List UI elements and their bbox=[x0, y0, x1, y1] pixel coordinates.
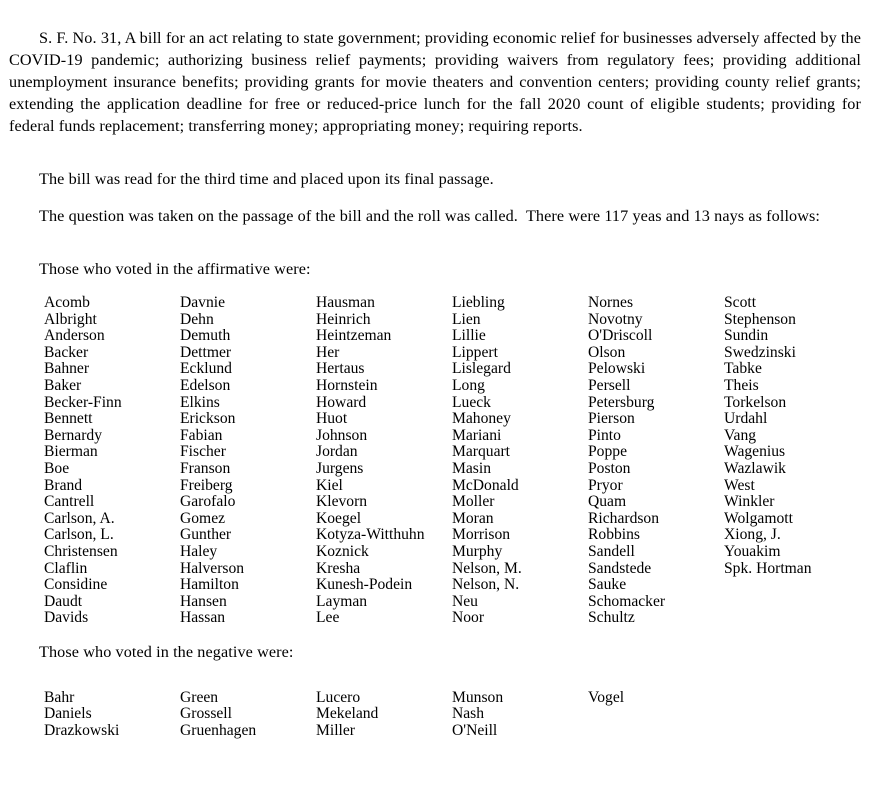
voter-name: Claflin bbox=[44, 559, 88, 577]
voter-name: Dehn bbox=[180, 310, 214, 328]
voter-name: Richardson bbox=[588, 509, 660, 527]
voter-name: Freiberg bbox=[180, 476, 233, 494]
voter-name: Bahner bbox=[44, 360, 90, 378]
bill-description-paragraph: S. F. No. 31, A bill for an act relating to state government; providing economic relief for businesses adversely affected by the COVID-19 pandemic; authorizing business relief payments; providing waivers from regulatory fees; providing additional unemployment insurance benefits; providing grants for movie theaters and convention centers; providing county relief grants; extending the application deadline for free or reduced-price lunch for the fall 2020 count of eligible students; providing for federal funds replacement; transferring money; appropriating money; requiring reports. bbox=[9, 29, 861, 135]
voter-name: Drazkowski bbox=[44, 722, 120, 740]
voter-name: Layman bbox=[316, 592, 368, 610]
voter-name: Baker bbox=[44, 376, 82, 394]
voter-name: Theis bbox=[724, 376, 759, 394]
voter-name: Hansen bbox=[180, 592, 227, 610]
voter-name: Mariani bbox=[452, 426, 502, 444]
voter-name: Boe bbox=[44, 459, 70, 477]
voter-name: Robbins bbox=[588, 526, 640, 544]
voter-name: Wagenius bbox=[724, 443, 786, 461]
voter-name: Schultz bbox=[588, 609, 635, 627]
affirmative-column-4 bbox=[452, 295, 588, 627]
voter-name: Sauke bbox=[588, 576, 627, 594]
voter-name: Poston bbox=[588, 459, 631, 477]
negative-heading: Those who voted in the negative were: bbox=[39, 642, 294, 661]
voter-name: Koegel bbox=[316, 509, 362, 527]
voter-name: Urdahl bbox=[724, 410, 768, 428]
negative-column-4 bbox=[452, 690, 588, 740]
voter-name: Pelowski bbox=[588, 360, 646, 378]
voter-name: Torkelson bbox=[724, 393, 787, 411]
voter-name: Munson bbox=[452, 688, 504, 706]
voter-name: Spk. Hortman bbox=[724, 559, 812, 577]
voter-name: Gruenhagen bbox=[180, 722, 257, 740]
voter-name: Huot bbox=[316, 410, 348, 428]
affirmative-column-3 bbox=[316, 295, 452, 627]
voter-name: Gomez bbox=[180, 509, 226, 527]
voter-name: Lippert bbox=[452, 343, 498, 361]
voter-name: Miller bbox=[316, 722, 355, 740]
voter-name: Cantrell bbox=[44, 493, 95, 511]
voter-name: Tabke bbox=[724, 360, 762, 378]
voter-name: Neu bbox=[452, 592, 478, 610]
voter-name: Olson bbox=[588, 343, 626, 361]
voter-name: Hausman bbox=[316, 294, 375, 311]
negative-vote-list bbox=[44, 690, 861, 740]
voter-name: Fabian bbox=[180, 426, 223, 444]
voter-name: Masin bbox=[452, 459, 491, 477]
voter-name: Carlson, L. bbox=[44, 526, 114, 544]
voter-name: Hertaus bbox=[316, 360, 365, 378]
voter-name: Bahr bbox=[44, 688, 75, 706]
voter-name: Koznick bbox=[316, 542, 369, 560]
voter-name: Haley bbox=[180, 542, 218, 560]
voter-name: Johnson bbox=[316, 426, 368, 444]
voter-name: Swedzinski bbox=[724, 343, 796, 361]
voter-name: Bierman bbox=[44, 443, 98, 461]
voter-name: Davnie bbox=[180, 294, 226, 311]
voter-name: Youakim bbox=[724, 542, 781, 560]
voter-name: Kotyza-Witthuhn bbox=[316, 526, 425, 544]
voter-name: Erickson bbox=[180, 410, 236, 428]
voter-name: Winkler bbox=[724, 493, 775, 511]
voter-name: Fischer bbox=[180, 443, 226, 461]
voter-name: Christensen bbox=[44, 542, 118, 560]
voter-name: Pinto bbox=[588, 426, 621, 444]
voter-name: Quam bbox=[588, 493, 627, 511]
voter-name: Hornstein bbox=[316, 376, 378, 394]
voter-name: Wolgamott bbox=[724, 509, 793, 527]
voter-name: O'Neill bbox=[452, 722, 498, 740]
voter-name: Gunther bbox=[180, 526, 232, 544]
voter-name: Brand bbox=[44, 476, 83, 494]
voter-name: Poppe bbox=[588, 443, 627, 461]
voter-name: Kiel bbox=[316, 476, 343, 494]
voter-name: West bbox=[724, 476, 755, 494]
voter-name: Nelson, M. bbox=[452, 559, 522, 577]
affirmative-column-1 bbox=[44, 295, 180, 627]
voter-name: Wazlawik bbox=[724, 459, 786, 477]
voter-name: Daudt bbox=[44, 592, 83, 610]
voter-name: Grossell bbox=[180, 705, 232, 723]
voter-name: Lien bbox=[452, 310, 481, 328]
voter-name: Stephenson bbox=[724, 310, 796, 328]
voter-name: Noor bbox=[452, 609, 485, 627]
affirmative-column-2 bbox=[180, 295, 316, 627]
voter-name: Dettmer bbox=[180, 343, 232, 361]
voter-name: Backer bbox=[44, 343, 89, 361]
voter-name: Albright bbox=[44, 310, 97, 328]
voter-name: Mekeland bbox=[316, 705, 379, 723]
voter-name: Petersburg bbox=[588, 393, 655, 411]
voter-name: Carlson, A. bbox=[44, 509, 115, 527]
voter-name: Bennett bbox=[44, 410, 93, 428]
affirmative-column-6 bbox=[724, 295, 860, 627]
voter-name: Murphy bbox=[452, 542, 503, 560]
voter-name: Kunesh-Podein bbox=[316, 576, 413, 594]
affirmative-column-5 bbox=[588, 295, 724, 627]
voter-name: Persell bbox=[588, 376, 631, 394]
voter-name: Demuth bbox=[180, 327, 231, 345]
voter-name: Green bbox=[180, 688, 219, 706]
voter-name: Jurgens bbox=[316, 459, 364, 477]
voter-name: Lee bbox=[316, 609, 340, 627]
voter-name: McDonald bbox=[452, 476, 519, 494]
voter-name: Long bbox=[452, 376, 485, 394]
voter-name: Anderson bbox=[44, 327, 105, 345]
voter-name: Heintzeman bbox=[316, 327, 392, 345]
voter-name: Bernardy bbox=[44, 426, 103, 444]
voter-name: Acomb bbox=[44, 294, 90, 311]
voter-name: Becker-Finn bbox=[44, 393, 122, 411]
voter-name: Daniels bbox=[44, 705, 92, 723]
voter-name: Vang bbox=[724, 426, 757, 444]
voter-name: Hamilton bbox=[180, 576, 239, 594]
voter-name: Lillie bbox=[452, 327, 486, 345]
negative-column-6 bbox=[724, 690, 860, 740]
voter-name: Sandstede bbox=[588, 559, 652, 577]
voter-name: Novotny bbox=[588, 310, 643, 328]
voter-name: Lucero bbox=[316, 688, 361, 706]
affirmative-vote-list bbox=[44, 295, 861, 627]
voter-name: Lislegard bbox=[452, 360, 511, 378]
third-reading-line: The bill was read for the third time and placed upon its final passage. bbox=[39, 170, 494, 188]
negative-column-5 bbox=[588, 690, 724, 740]
voter-name: Vogel bbox=[588, 688, 625, 706]
voter-name: Halverson bbox=[180, 559, 245, 577]
voter-name: Davids bbox=[44, 609, 89, 627]
voter-name: Moller bbox=[452, 493, 495, 511]
voter-name: O'Driscoll bbox=[588, 327, 653, 345]
affirmative-heading: Those who voted in the affirmative were: bbox=[39, 260, 311, 278]
negative-column-1 bbox=[44, 690, 180, 740]
voter-name: Schomacker bbox=[588, 592, 666, 610]
voter-name: Elkins bbox=[180, 393, 220, 411]
voter-name: Sundin bbox=[724, 327, 769, 345]
voter-name: Edelson bbox=[180, 376, 231, 394]
voter-name: Mahoney bbox=[452, 410, 511, 428]
voter-name: Nelson, N. bbox=[452, 576, 520, 594]
voter-name: Sandell bbox=[588, 542, 635, 560]
voter-name: Franson bbox=[180, 459, 231, 477]
voter-name: Nornes bbox=[588, 294, 634, 311]
voter-name: Klevorn bbox=[316, 493, 368, 511]
voter-name: Pryor bbox=[588, 476, 623, 494]
voter-name: Hassan bbox=[180, 609, 226, 627]
roll-call-line: The question was taken on the passage of the bill and the roll was called. There were 117 yeas and 13 nays as follows: bbox=[39, 207, 821, 225]
voter-name: Morrison bbox=[452, 526, 511, 544]
voter-name: Lueck bbox=[452, 393, 491, 411]
voter-name: Pierson bbox=[588, 410, 635, 428]
voter-name: Xiong, J. bbox=[724, 526, 781, 544]
voter-name: Marquart bbox=[452, 443, 511, 461]
voter-name: Her bbox=[316, 343, 340, 361]
voter-name: Heinrich bbox=[316, 310, 371, 328]
voter-name: Howard bbox=[316, 393, 367, 411]
voter-name: Jordan bbox=[316, 443, 358, 461]
voter-name: Scott bbox=[724, 294, 757, 311]
voter-name: Nash bbox=[452, 705, 485, 723]
voter-name: Moran bbox=[452, 509, 494, 527]
voter-name: Kresha bbox=[316, 559, 361, 577]
negative-column-2 bbox=[180, 690, 316, 740]
voter-name: Garofalo bbox=[180, 493, 236, 511]
voter-name: Ecklund bbox=[180, 360, 232, 378]
voter-name: Considine bbox=[44, 576, 108, 594]
voter-name: Liebling bbox=[452, 294, 505, 311]
negative-column-3 bbox=[316, 690, 452, 740]
